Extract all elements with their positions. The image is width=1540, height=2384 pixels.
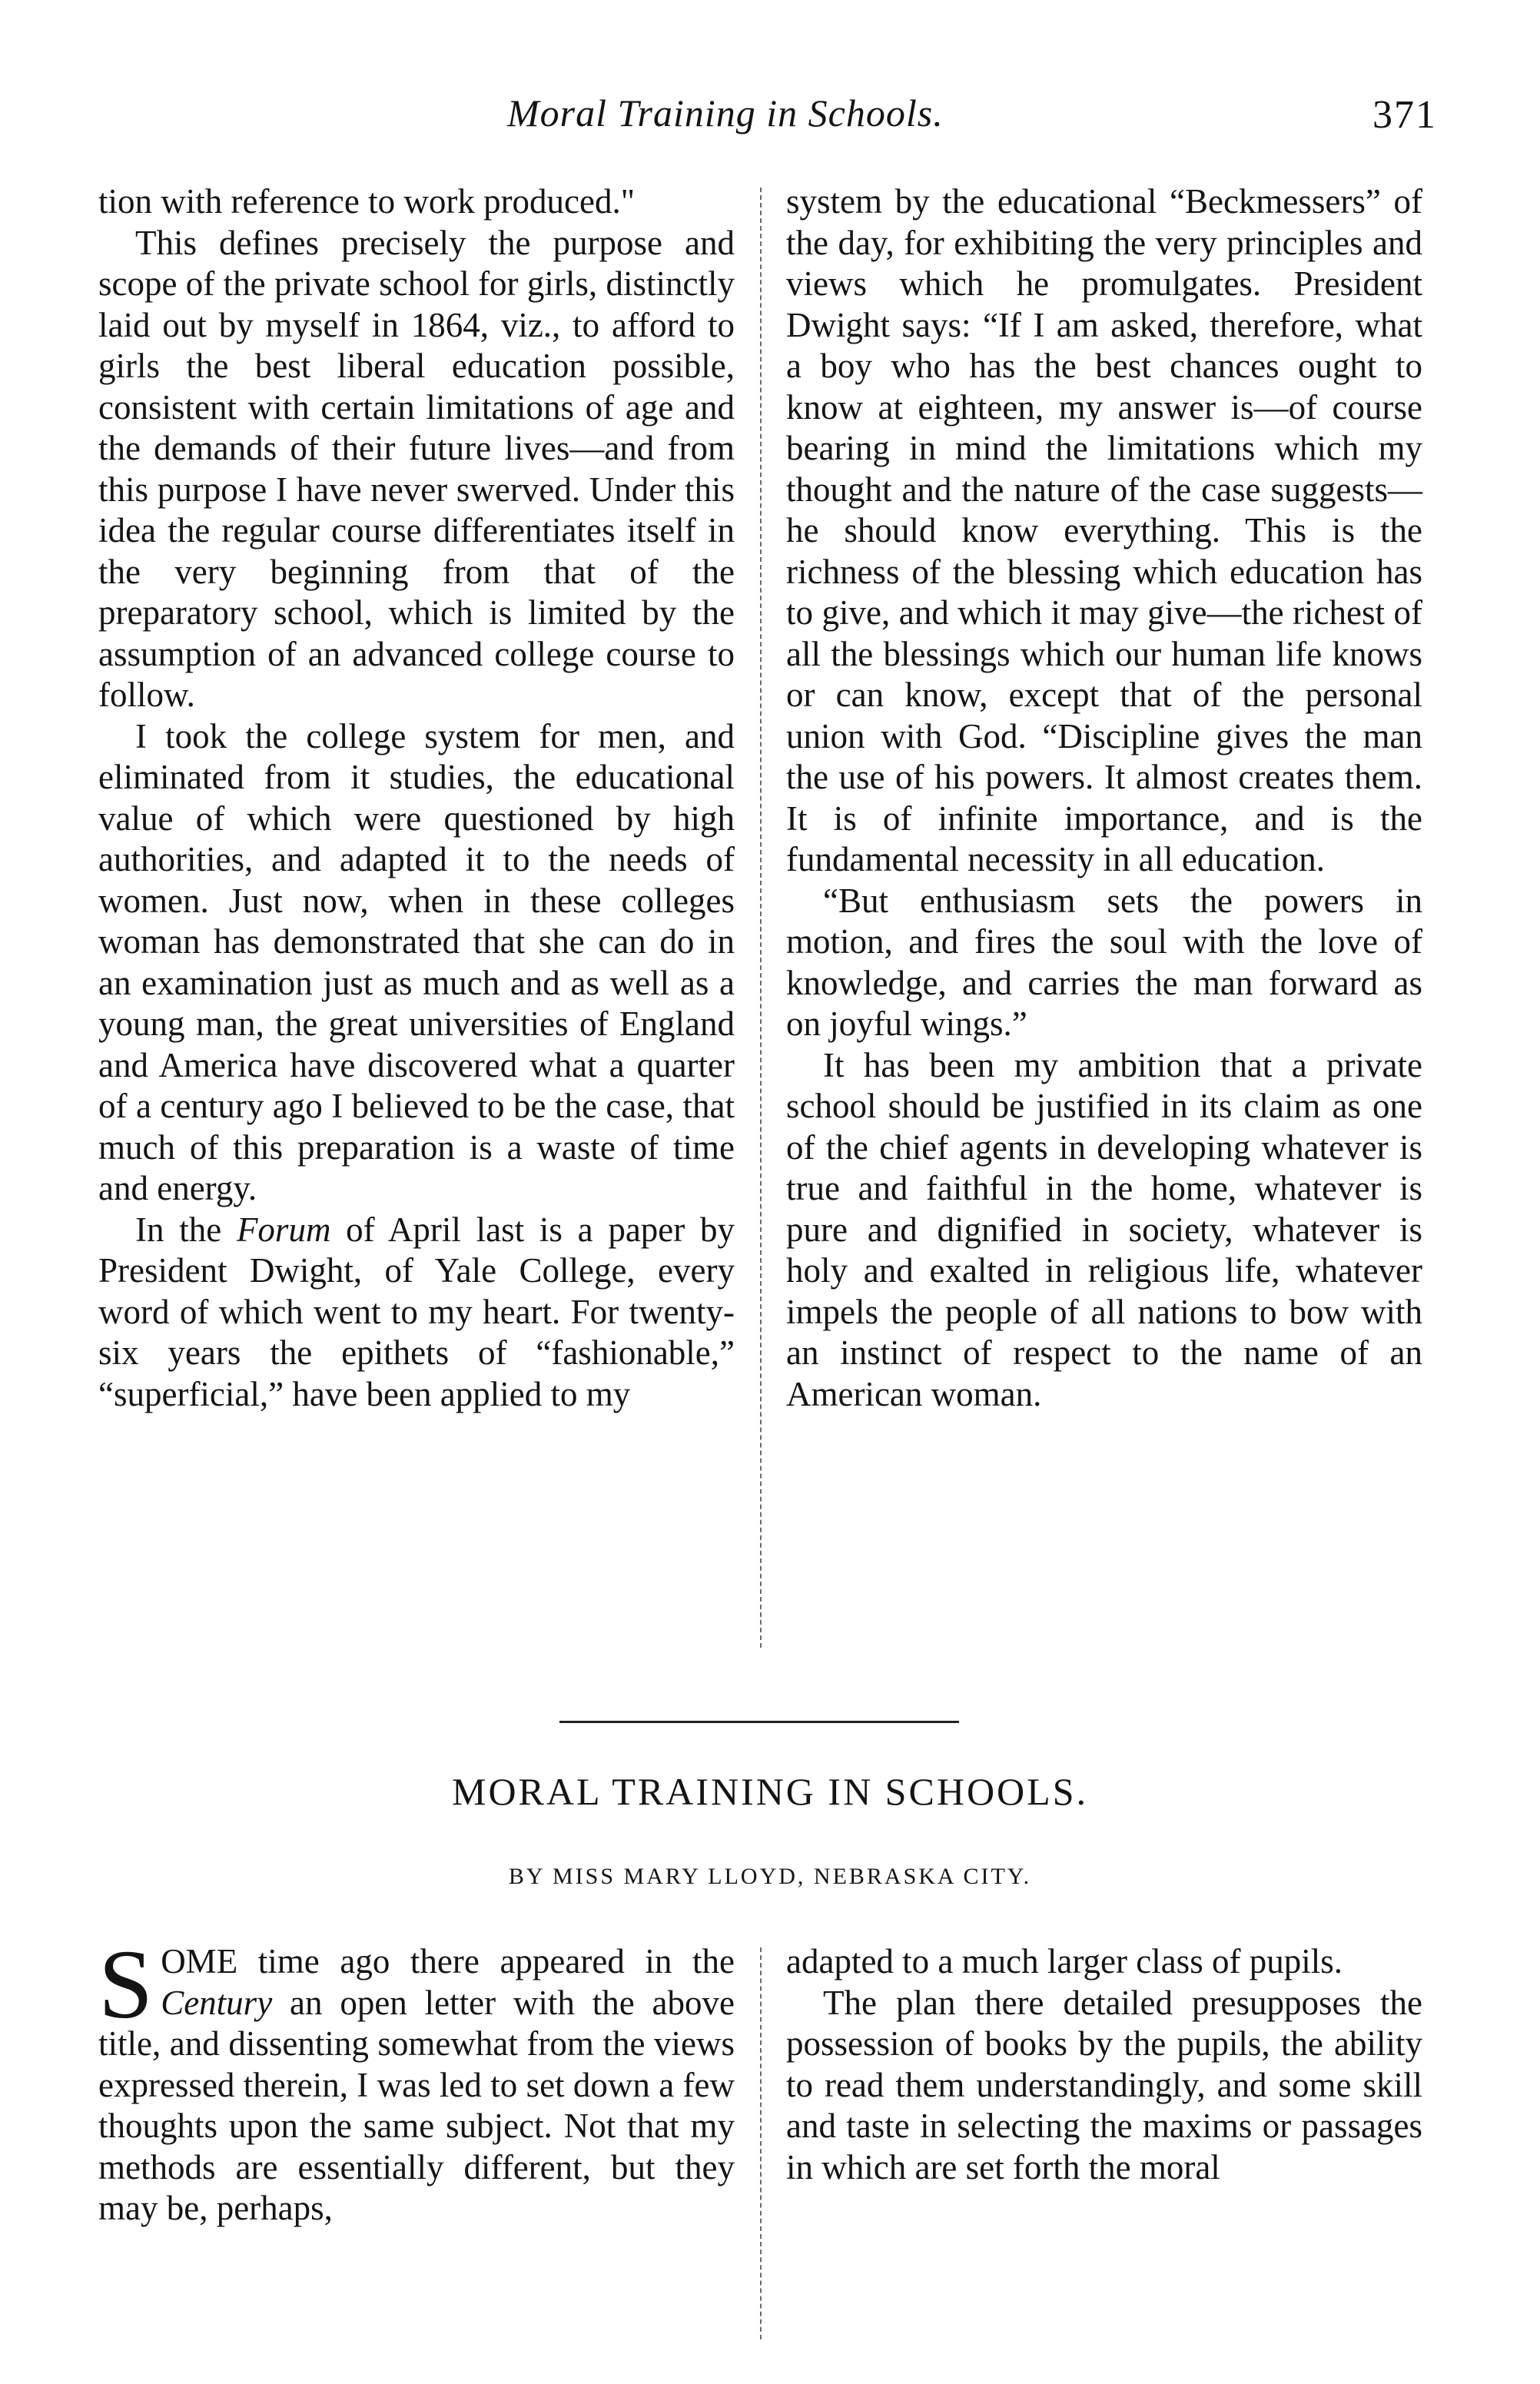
running-header bbox=[0, 91, 1540, 152]
right-column bbox=[786, 181, 1422, 1415]
column-divider bbox=[760, 188, 762, 1648]
paragraph: tion with reference to work produced." bbox=[98, 182, 636, 221]
opening-paragraph bbox=[98, 1930, 735, 2230]
text-run: an open letter with the above title, and dissenting somewhat from the views expressed therein, I was led to set down a few thoughts upon the same subject. Not that my methods are essentially different, but they may be, perhaps, bbox=[98, 1983, 735, 2227]
paragraph bbox=[98, 1210, 735, 1416]
new-article-columns bbox=[98, 1930, 1422, 2356]
text-run: In the bbox=[135, 1210, 237, 1249]
byline: BY MISS MARY LLOYD, NEBRASKA CITY. bbox=[508, 1864, 1032, 1889]
article-title: MORAL TRAINING IN SCHOOLS. bbox=[451, 1770, 1089, 1813]
page-number: 371 bbox=[1372, 93, 1437, 137]
drop-cap: S bbox=[98, 1930, 154, 2039]
paragraph: This defines precisely the purpose and scope of the private school for girls, distinctly laid out by myself in 1864, viz., to afford to girls the best liberal education possible, consistent with certain limitations of age and the demands of their future lives—and from this purpose I have never swerved. Under this idea the regular course differentiates itself in the very beginning from that of the preparatory school, which is limited by the assumption of an advanced college course to follow. bbox=[98, 223, 735, 714]
paragraph: It has been my ambition that a private school should be justified in its claim as one of the chief agents in developing whatever is true and faithful in the home, whatever is pure and dignified in society, whatever is holy and exalted in religious life, whatever impels the people of all nations to bow with an instinct of respect to the name of an American woman. bbox=[786, 1045, 1422, 1413]
section-divider bbox=[559, 1721, 959, 1723]
paragraph: adapted to a much larger class of pupils. bbox=[786, 1942, 1343, 1981]
text-run: of April last is a paper by President Dwight, of Yale College, every word of which went to my heart. For twenty-six years the epithets of “fashionable,” “superficial,” have been applied to my bbox=[98, 1210, 735, 1413]
paragraph: The plan there detailed presupposes the possession of books by the pupils, the ability to read them understandingly, and some skill and taste in selecting the maxims or passages in which are set forth the moral bbox=[786, 1983, 1422, 2186]
italic-title: Forum bbox=[236, 1210, 331, 1249]
italic-title: Century bbox=[161, 1983, 273, 2022]
column-divider bbox=[760, 1947, 762, 2339]
text-run: OME time ago there appeared in the bbox=[161, 1942, 735, 1981]
continued-article-columns bbox=[98, 181, 1420, 1666]
paragraph: I took the college system for men, and eliminated from it studies, the educational value of which were questioned by high authorities, and adapted it to the needs of women. Just now, when in these colleges woman has demonstrated that she can do in an examination just as much and as well as a young man, the great universities of England and America have discovered what a quarter of a century ago I believed to be the case, that much of this preparation is a waste of time and energy. bbox=[98, 716, 735, 1207]
left-column bbox=[98, 1930, 735, 2230]
paragraph: system by the educational “Beckmessers” of the day, for exhibiting the very principles and views which he promulgates. President Dwight says: “If I am asked, therefore, what a boy who has the best chances ought to know at eighteen, my answer is—of course bearing in mind the limitations which my thought and the nature of the case suggests—he should know everything. This is the richness of the blessing which education has to give, and which it may give—the richest of all the blessings which our human life knows or can know, except that of the personal union with God. “Discipline gives the man the use of his powers. It almost creates them. It is of infinite importance, and is the fundamental necessity in all education. bbox=[786, 182, 1422, 878]
right-column bbox=[786, 1941, 1422, 2188]
left-column bbox=[98, 181, 735, 1415]
paragraph: “But enthusiasm sets the powers in motion, and fires the soul with the love of knowledge, and carries the man forward as on joyful wings.” bbox=[786, 881, 1422, 1043]
running-title: Moral Training in Schools. bbox=[507, 91, 944, 134]
